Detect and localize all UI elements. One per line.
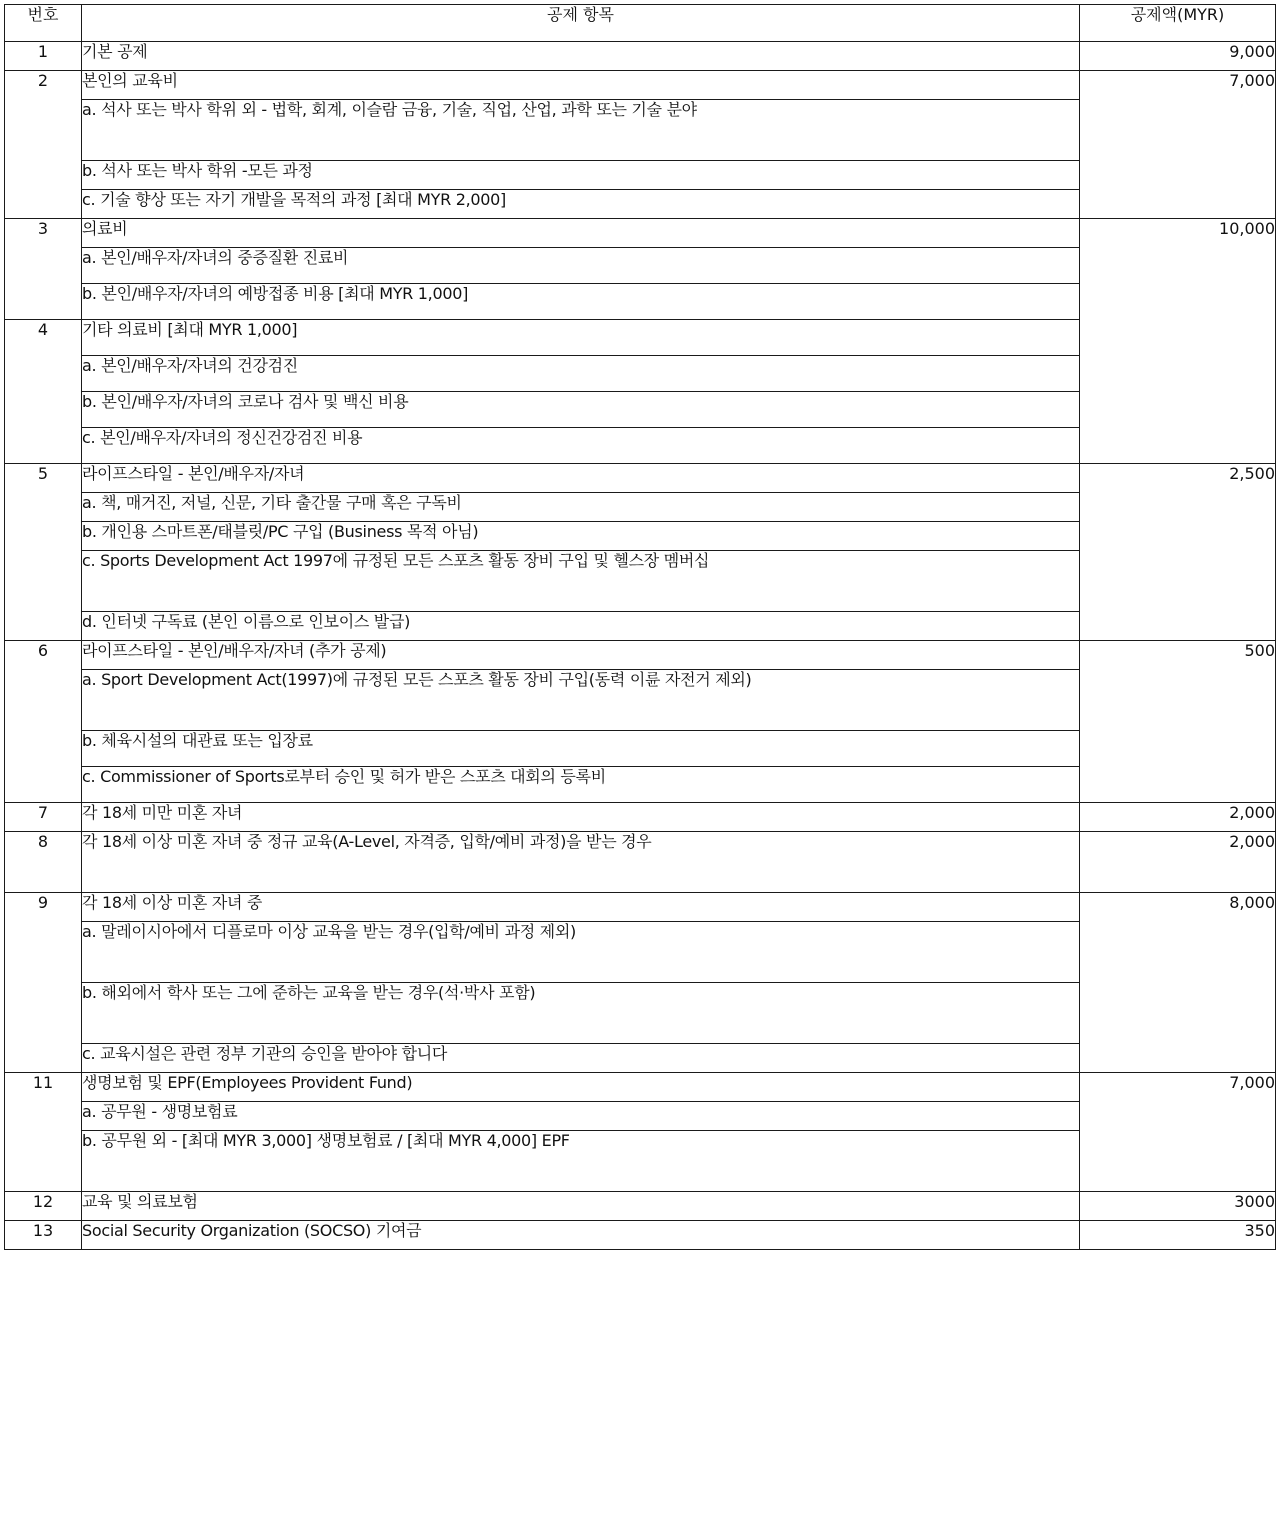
- row-subitem: c. 기술 향상 또는 자기 개발을 목적의 과정 [최대 MYR 2,000]: [82, 190, 1080, 219]
- row-amount: 10,000: [1080, 219, 1276, 464]
- row-subitem: c. Commissioner of Sports로부터 승인 및 허가 받은 스포츠 대회의 등록비: [82, 767, 1080, 803]
- row-amount: 8,000: [1080, 893, 1276, 1073]
- row-title: 라이프스타일 - 본인/배우자/자녀 (추가 공제): [82, 641, 1080, 670]
- row-title: 교육 및 의료보험: [82, 1192, 1080, 1221]
- row-number: 4: [5, 320, 82, 464]
- table-row: [5, 641, 1276, 670]
- row-title: 기타 의료비 [최대 MYR 1,000]: [82, 320, 1080, 356]
- table-row: [5, 464, 1276, 493]
- table-row: [5, 1192, 1276, 1221]
- row-subitem: c. 본인/배우자/자녀의 정신건강검진 비용: [82, 428, 1080, 464]
- row-subitem: b. 본인/배우자/자녀의 예방접종 비용 [최대 MYR 1,000]: [82, 284, 1080, 320]
- row-number: 3: [5, 219, 82, 320]
- row-amount: 7,000: [1080, 1073, 1276, 1192]
- row-number: 7: [5, 803, 82, 832]
- row-subitem: c. 교육시설은 관련 정부 기관의 승인을 받아야 합니다: [82, 1044, 1080, 1073]
- tax-deduction-table: [4, 4, 1276, 1250]
- row-title: 의료비: [82, 219, 1080, 248]
- row-number: 1: [5, 42, 82, 71]
- row-amount: 3000: [1080, 1192, 1276, 1221]
- row-title: 본인의 교육비: [82, 71, 1080, 100]
- row-amount: 7,000: [1080, 71, 1276, 219]
- row-subitem: b. 공무원 외 - [최대 MYR 3,000] 생명보험료 / [최대 MYR 4,000] EPF: [82, 1131, 1080, 1192]
- header-number: 번호: [5, 5, 82, 42]
- row-subitem: a. 공무원 - 생명보험료: [82, 1102, 1080, 1131]
- row-number: 13: [5, 1221, 82, 1250]
- row-title: 기본 공제: [82, 42, 1080, 71]
- table-row: [5, 42, 1276, 71]
- row-amount: 2,000: [1080, 832, 1276, 893]
- header-item: 공제 항목: [82, 5, 1080, 42]
- row-title: 각 18세 미만 미혼 자녀: [82, 803, 1080, 832]
- row-subitem: a. 석사 또는 박사 학위 외 - 법학, 회계, 이슬람 금융, 기술, 직업, 산업, 과학 또는 기술 분야: [82, 100, 1080, 161]
- table-row: [5, 803, 1276, 832]
- row-amount: 2,000: [1080, 803, 1276, 832]
- header-amount: 공제액(MYR): [1080, 5, 1276, 42]
- table-row: [5, 71, 1276, 100]
- row-subitem: d. 인터넷 구독료 (본인 이름으로 인보이스 발급): [82, 612, 1080, 641]
- row-subitem: a. 본인/배우자/자녀의 건강검진: [82, 356, 1080, 392]
- row-subitem: b. 체육시설의 대관료 또는 입장료: [82, 731, 1080, 767]
- row-subitem: a. Sport Development Act(1997)에 규정된 모든 스포츠 활동 장비 구입(동력 이륜 자전거 제외): [82, 670, 1080, 731]
- row-subitem: c. Sports Development Act 1997에 규정된 모든 스포츠 활동 장비 구입 및 헬스장 멤버십: [82, 551, 1080, 612]
- row-title: 각 18세 이상 미혼 자녀 중 정규 교육(A-Level, 자격증, 입학/예비 과정)을 받는 경우: [82, 832, 1080, 893]
- row-subitem: a. 본인/배우자/자녀의 중증질환 진료비: [82, 248, 1080, 284]
- row-subitem: a. 책, 매거진, 저널, 신문, 기타 출간물 구매 혹은 구독비: [82, 493, 1080, 522]
- row-amount: 350: [1080, 1221, 1276, 1250]
- row-number: 5: [5, 464, 82, 641]
- row-subitem: b. 본인/배우자/자녀의 코로나 검사 및 백신 비용: [82, 392, 1080, 428]
- row-amount: 2,500: [1080, 464, 1276, 641]
- row-title: Social Security Organization (SOCSO) 기여금: [82, 1221, 1080, 1250]
- row-number: 12: [5, 1192, 82, 1221]
- row-number: 11: [5, 1073, 82, 1192]
- table-row: [5, 1221, 1276, 1250]
- row-subitem: b. 개인용 스마트폰/태블릿/PC 구입 (Business 목적 아님): [82, 522, 1080, 551]
- table-row: [5, 893, 1276, 922]
- row-title: 각 18세 이상 미혼 자녀 중: [82, 893, 1080, 922]
- row-subitem: b. 해외에서 학사 또는 그에 준하는 교육을 받는 경우(석·박사 포함): [82, 983, 1080, 1044]
- row-subitem: b. 석사 또는 박사 학위 -모든 과정: [82, 161, 1080, 190]
- table-row: [5, 219, 1276, 248]
- table-row: [5, 832, 1276, 893]
- row-number: 2: [5, 71, 82, 219]
- row-subitem: a. 말레이시아에서 디플로마 이상 교육을 받는 경우(입학/예비 과정 제외): [82, 922, 1080, 983]
- row-title: 생명보험 및 EPF(Employees Provident Fund): [82, 1073, 1080, 1102]
- row-number: 9: [5, 893, 82, 1073]
- row-amount: 9,000: [1080, 42, 1276, 71]
- row-number: 6: [5, 641, 82, 803]
- table-row: [5, 1073, 1276, 1102]
- row-number: 8: [5, 832, 82, 893]
- row-amount: 500: [1080, 641, 1276, 803]
- row-title: 라이프스타일 - 본인/배우자/자녀: [82, 464, 1080, 493]
- table-header-row: [5, 5, 1276, 42]
